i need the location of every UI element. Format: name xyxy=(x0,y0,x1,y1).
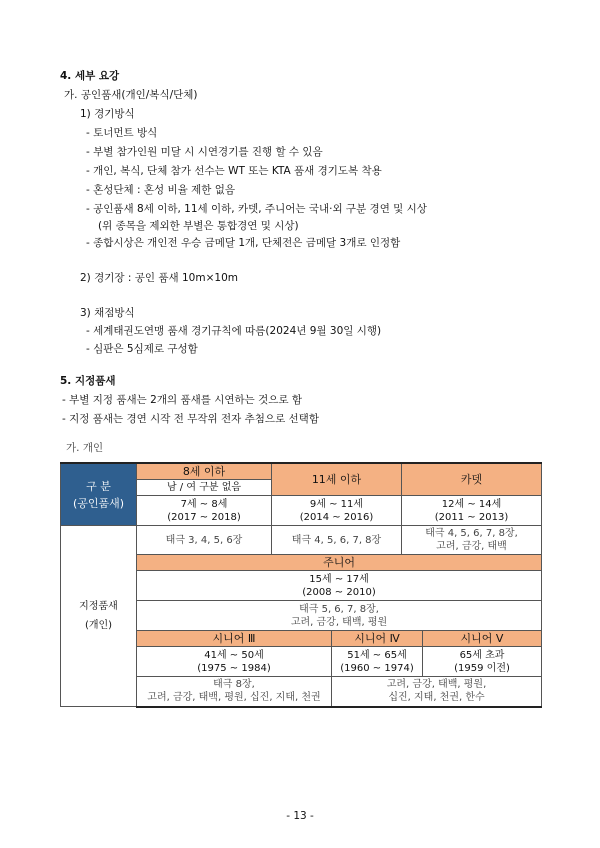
designated-poomsae-table xyxy=(60,462,542,708)
senior45-poomsae-cell xyxy=(332,677,542,707)
item1-line: - 종합시상은 개인전 우승 금메달 1개, 단체전은 금메달 3개로 인정함 xyxy=(86,237,401,249)
section5-line: - 부별 지정 품새는 2개의 품새를 시연하는 것으로 함 xyxy=(62,394,303,406)
u11-years: (2014 ~ 2016) xyxy=(299,511,374,523)
u11-age: 9세 ~ 11세 xyxy=(309,498,364,510)
u8-age-cell xyxy=(137,496,272,526)
u11-poomsae: 태극 4, 5, 6, 7, 8장 xyxy=(272,526,402,555)
senior3-poomsae-1: 태극 8장, xyxy=(213,679,255,691)
senior5-years: (1959 이전) xyxy=(454,662,510,674)
cadet-age-cell xyxy=(402,496,542,526)
cadet-poomsae-cell xyxy=(402,526,542,555)
section5-sub-a: 가. 개인 xyxy=(66,442,104,454)
u11-title: 11세 이하 xyxy=(272,463,402,496)
senior4-age: 51세 ~ 65세 xyxy=(347,649,407,661)
header-label-cell xyxy=(61,463,137,526)
senior45-poomsae-1: 고려, 금강, 태백, 평원, xyxy=(386,679,487,691)
header-label: 구 분 xyxy=(86,479,111,493)
section4-sub-a: 가. 공인품새(개인/복식/단체) xyxy=(64,89,198,101)
junior-poomsae-2: 고려, 금강, 태백, 평원 xyxy=(290,616,388,628)
item1-title: 1) 경기방식 xyxy=(80,108,135,120)
cadet-years: (2011 ~ 2013) xyxy=(434,511,509,523)
item2: 2) 경기장 : 공인 품새 10m×10m xyxy=(80,272,238,284)
item1-line: (위 종목을 제외한 부별은 통합경연 및 시상) xyxy=(98,220,299,232)
item3-line: - 세계태권도연맹 품새 경기규칙에 따름(2024년 9월 30일 시행) xyxy=(86,325,382,337)
senior3-title: 시니어 Ⅲ xyxy=(137,631,332,647)
item3-title: 3) 채점방식 xyxy=(80,307,135,319)
item3-line: - 심판은 5심제로 구성함 xyxy=(86,343,198,355)
junior-poomsae-1: 태극 5, 6, 7, 8장, xyxy=(299,603,379,615)
u11-age-cell xyxy=(272,496,402,526)
item1-line: - 공인품새 8세 이하, 11세 이하, 카뎃, 주니어는 국내·외 구분 경연 및 시상 xyxy=(86,203,427,215)
cadet-poomsae-2: 고려, 금강, 태백 xyxy=(436,541,507,552)
senior3-years: (1975 ~ 1984) xyxy=(197,662,271,674)
u8-age: 7세 ~ 8세 xyxy=(180,498,228,510)
senior45-poomsae-2: 십진, 지태, 천권, 한수 xyxy=(388,692,485,704)
section4-title: 4. 세부 요강 xyxy=(60,70,120,82)
cadet-title: 카뎃 xyxy=(402,463,542,496)
junior-age: 15세 ~ 17세 xyxy=(309,573,369,585)
senior3-poomsae-2: 고려, 금강, 태백, 평원, 십진, 지태, 천권 xyxy=(147,692,321,704)
item1-line: - 개인, 복식, 단체 참가 선수는 WT 또는 KTA 품새 경기도복 착용 xyxy=(86,165,382,177)
senior4-title: 시니어 Ⅳ xyxy=(332,631,423,647)
junior-poomsae-cell xyxy=(137,601,542,631)
row-label-sub: (개인) xyxy=(84,620,113,631)
junior-years: (2008 ~ 2010) xyxy=(302,586,376,598)
row-label: 지정품새 xyxy=(79,601,118,612)
u8-years: (2017 ~ 2018) xyxy=(167,511,241,523)
senior3-poomsae-cell xyxy=(137,677,332,707)
senior5-age-cell xyxy=(423,647,542,677)
junior-title: 주니어 xyxy=(137,555,542,571)
senior5-title: 시니어 Ⅴ xyxy=(423,631,542,647)
item1-line: - 혼성단체 : 혼성 비율 제한 없음 xyxy=(86,184,236,196)
row-label-cell xyxy=(61,526,137,707)
senior4-years: (1960 ~ 1974) xyxy=(340,662,414,674)
senior3-age: 41세 ~ 50세 xyxy=(204,649,264,661)
item1-line: - 부별 참가인원 미달 시 시연경기를 진행 할 수 있음 xyxy=(86,146,323,158)
u8-poomsae: 태극 3, 4, 5, 6장 xyxy=(137,526,272,555)
u8-note: 남 / 여 구분 없음 xyxy=(137,480,272,496)
senior3-age-cell xyxy=(137,647,332,677)
page-number: - 13 - xyxy=(286,810,314,822)
section5-line: - 지정 품새는 경연 시작 전 무작위 전자 추첨으로 선택함 xyxy=(62,413,319,425)
junior-age-cell xyxy=(137,571,542,601)
section5-title: 5. 지정품새 xyxy=(60,375,116,387)
senior5-age: 65세 초과 xyxy=(459,649,505,661)
cadet-age: 12세 ~ 14세 xyxy=(441,498,502,510)
cadet-poomsae-1: 태극 4, 5, 6, 7, 8장, xyxy=(425,528,518,539)
senior4-age-cell xyxy=(332,647,423,677)
header-sub: (공인품새) xyxy=(72,496,125,510)
item1-line: - 토너먼트 방식 xyxy=(86,127,158,139)
u8-title: 8세 이하 xyxy=(137,463,272,480)
